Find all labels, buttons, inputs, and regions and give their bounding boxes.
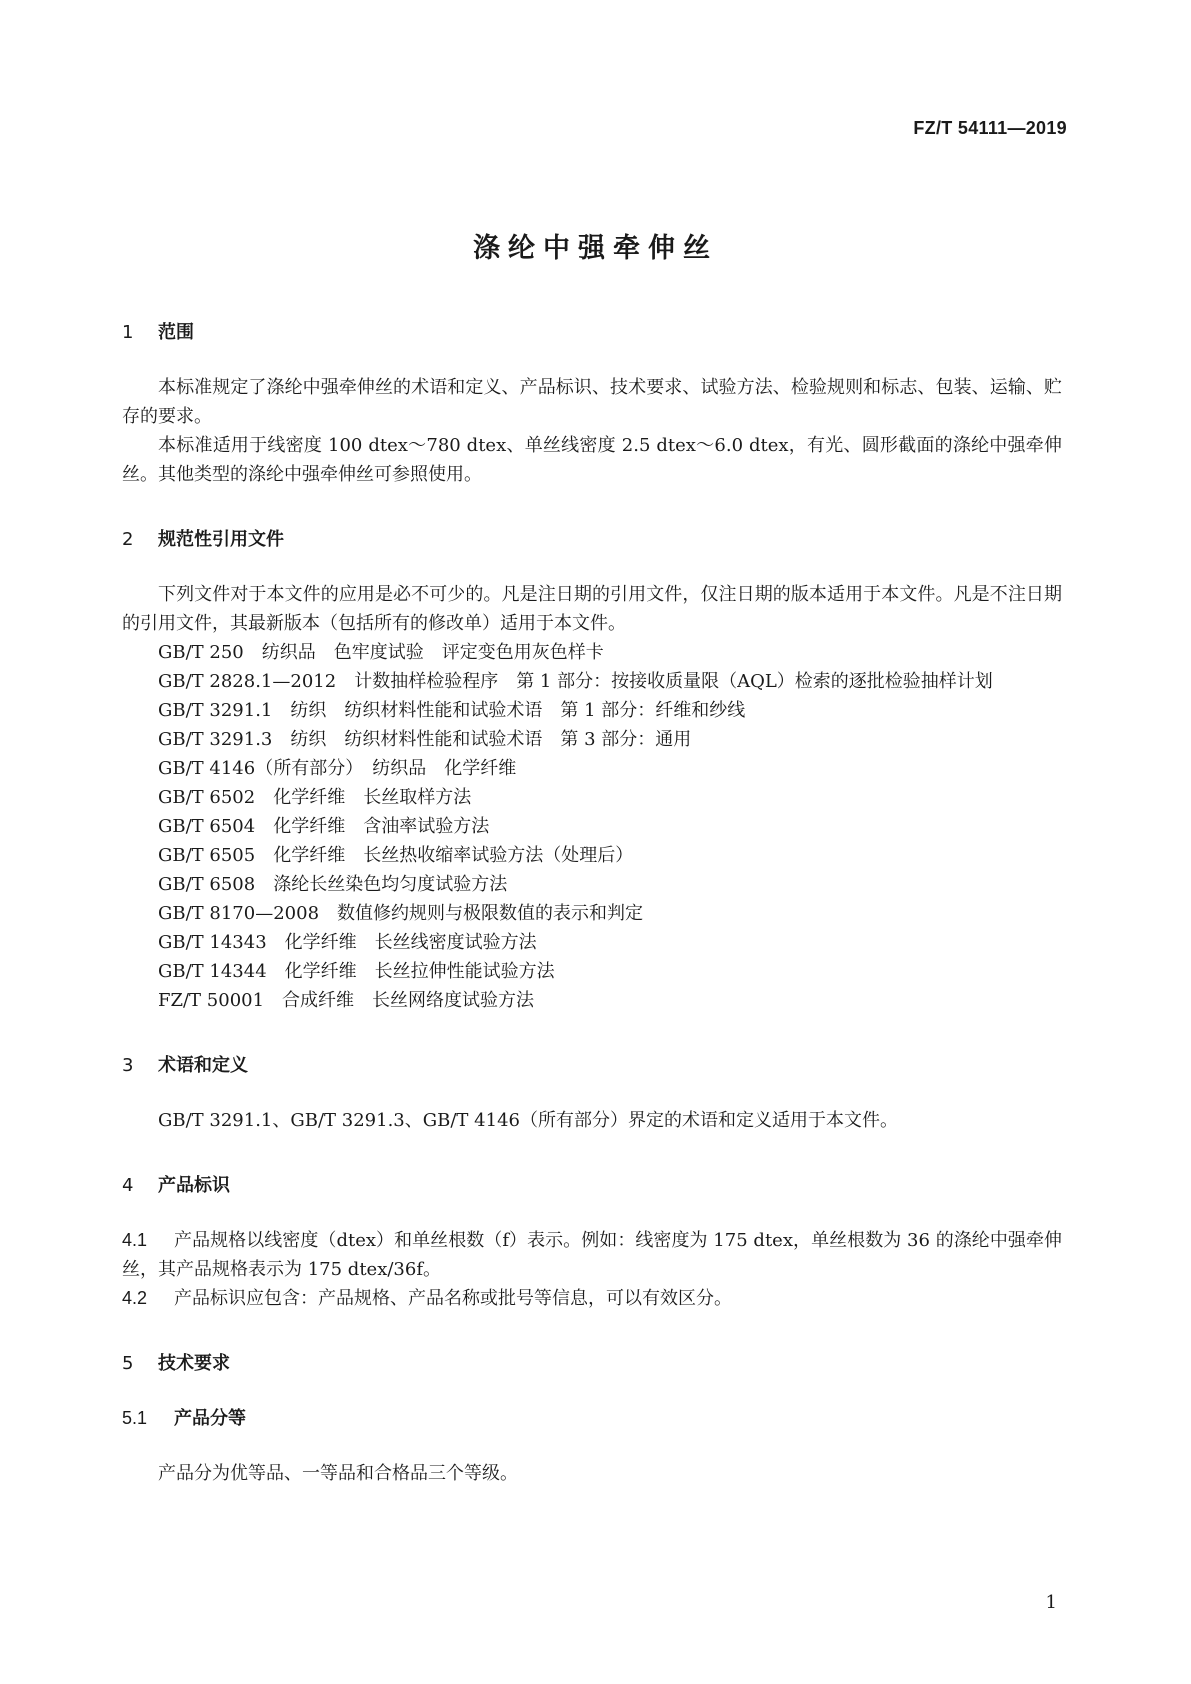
clause-number: 4.1 [122,1230,148,1250]
references-intro: 下列文件对于本文件的应用是必不可少的。凡是注日期的引用文件，仅注日期的版本适用于本文件。凡是不注日期的引用文件，其最新版本（包括所有的修改单）适用于本文件。 [122,584,1062,634]
reference-item: GB/T 8170—2008 数值修约规则与极限数值的表示和判定 [158,903,644,924]
section-heading-scope [122,318,1062,347]
page-number: 1 [1045,1592,1057,1613]
scope-paragraph: 本标准适用于线密度 100 dtex～780 dtex、单丝线密度 2.5 dtex～6.0 dtex，有光、圆形截面的涤纶中强牵伸丝。其他类型的涤纶中强牵伸丝可参照使用。 [122,435,1062,485]
section-heading-product-identification [122,1171,1062,1200]
reference-item: GB/T 6502 化学纤维 长丝取样方法 [158,787,472,808]
section-heading-terms [122,1051,1062,1080]
clause-text: 产品规格以线密度（dtex）和单丝根数（f）表示。例如：线密度为 175 dtex，单丝根数为 36 的涤纶中强牵伸丝，其产品规格表示为 175 dtex/36f。 [122,1230,1062,1280]
section-number: 4 [122,1175,134,1196]
section-number: 2 [122,529,134,550]
clause-text: 产品标识应包含：产品规格、产品名称或批号等信息，可以有效区分。 [174,1288,732,1309]
reference-item: GB/T 2828.1—2012 计数抽样检验程序 第 1 部分：按接收质量限（AQL）检索的逐批检验抽样计划 [158,671,993,692]
standard-number: FZ/T 54111—2019 [913,118,1067,138]
clause-4-2 [122,1284,1062,1313]
section-heading-normative-references [122,525,1062,554]
section-title: 产品标识 [158,1175,230,1196]
document-body [122,318,1062,1488]
reference-item: GB/T 6508 涤纶长丝染色均匀度试验方法 [158,874,508,895]
subsection-title: 产品分等 [174,1408,246,1429]
subsection-heading-product-grading [122,1404,1062,1433]
reference-item: FZ/T 50001 合成纤维 长丝网络度试验方法 [158,990,535,1011]
section-number: 3 [122,1055,134,1076]
reference-item: GB/T 6504 化学纤维 含油率试验方法 [158,816,490,837]
clause-number: 4.2 [122,1288,148,1308]
reference-item: GB/T 250 纺织品 色牢度试验 评定变色用灰色样卡 [158,642,604,663]
section-heading-technical-requirements [122,1349,1062,1378]
reference-item: GB/T 3291.3 纺织 纺织材料性能和试验术语 第 3 部分：通用 [158,729,692,750]
reference-item: GB/T 6505 化学纤维 长丝热收缩率试验方法（处理后） [158,845,634,866]
scope-paragraph: 本标准规定了涤纶中强牵伸丝的术语和定义、产品标识、技术要求、试验方法、检验规则和标志、包装、运输、贮存的要求。 [122,377,1062,427]
reference-item: GB/T 3291.1 纺织 纺织材料性能和试验术语 第 1 部分：纤维和纱线 [158,700,746,721]
reference-item: GB/T 4146（所有部分） 纺织品 化学纤维 [158,758,517,779]
subsection-number: 5.1 [122,1408,148,1428]
reference-item: GB/T 14343 化学纤维 长丝线密度试验方法 [158,932,537,953]
section-title: 规范性引用文件 [158,529,284,550]
section-title: 术语和定义 [158,1055,248,1076]
section-title: 技术要求 [158,1353,230,1374]
section-number: 5 [122,1353,134,1374]
clause-4-1 [122,1226,1062,1284]
reference-item: GB/T 14344 化学纤维 长丝拉伸性能试验方法 [158,961,555,982]
document-title: 涤纶中强牵伸丝 [473,233,718,264]
grading-paragraph: 产品分为优等品、一等品和合格品三个等级。 [158,1463,518,1484]
section-number: 1 [122,322,134,343]
terms-paragraph: GB/T 3291.1、GB/T 3291.3、GB/T 4146（所有部分）界定的术语和定义适用于本文件。 [158,1110,898,1131]
section-title: 范围 [158,322,194,343]
